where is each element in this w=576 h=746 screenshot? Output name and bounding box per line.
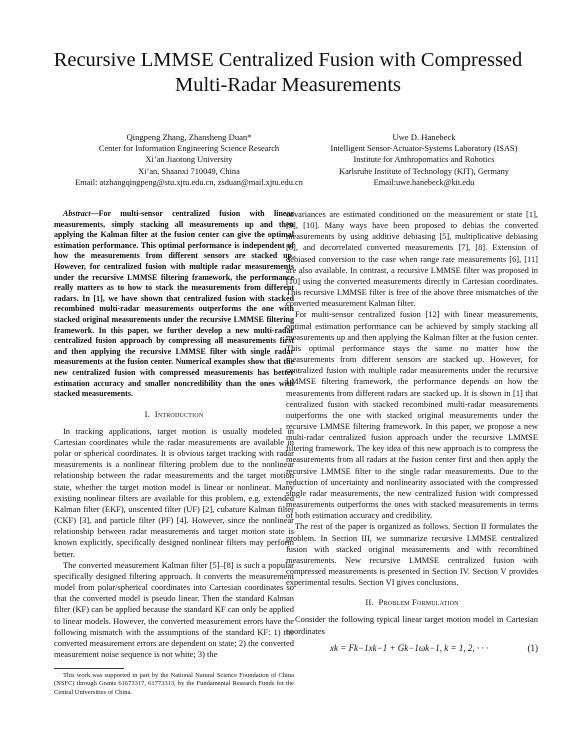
author-affiliation: Intelligent Sensor-Actuator-Systems Laboratory (ISAS) bbox=[330, 144, 518, 154]
author-names: Qingpeng Zhang, Zhansheng Duan* bbox=[126, 132, 252, 142]
abstract-text: —For multi-sensor centralized fusion with linear measurements, simply stacking all measurements up and then applying the Kalman filter at the fusion center can give the optimal estimation performance. This optimal performance is independent of how the measurements from different sensors are stacked up. However, for centralized fusion with multiple radar measurements under the recursive LMMSE filtering framework, the performance really matters as to how to stack the measurements from different radars. In [1], we have shown that centralized fusion with stacked recombined multi-radar measurements outperforms the one with stacked original measurements under the recursive LMMSE filtering framework. In this paper, we further develop a new multi-radar centralized fusion approach by compressing all measurements first and then applying the recursive LMMSE filter with single radar measurements at the fusion center. Numerical examples show that the new centralized fusion with compressed measurements has better estimation accuracy and smaller noncredibility than the ones with stacked measurements. bbox=[54, 209, 294, 399]
author-affiliation: Institute for Anthropomatics and Robotics bbox=[353, 155, 495, 165]
author-block-right bbox=[304, 132, 544, 188]
section-title: Introduction bbox=[154, 408, 204, 419]
footnote: This work was supported in part by the National Natural Science Foundation of China (NSFC) through Grants 61673317, 61773313, by the Fundamental Research Funds for the Central Universities of China. bbox=[54, 672, 294, 696]
paragraph: Consider the following typical linear target motion model in Cartesian coordinates bbox=[286, 614, 538, 636]
paragraph: The converted measurement Kalman filter [5]–[8] is such a popular specifically designed filtering approach. It converts the measurement model from polar/spherical coordinates into Cartesian coordinates so that the converted model is pseudo linear. Then the standard Kalman filter (KF) can be applied because the standard KF can only be applied to linear models. However, the converted measurement errors have the following mismatch with the assumptions of the standard KF: 1) the converted measurement errors are dependent on state; 2) the converted measurement noise sequence is not white; 3) the bbox=[54, 559, 294, 659]
paragraph: covariances are estimated conditioned on the measurement or state [1], [9], [10]. Many ways have been proposed to debias the converted measurements by using additive debiasing [5], multiplicative debiasing [6], and decorrelated converted measurements [7], [8]. Extension of debiased conversion to the case when range rate measurements [6], [11] are also available. In contrast, a recursive LMMSE filter was proposed in [10] using the converted measurements directly in Cartesian coordinates. This recursive LMMSE filter is free of the above three mismatches of the converted measurement Kalman filter. bbox=[286, 209, 538, 309]
paragraph: In tracking applications, target motion is usually modeled in Cartesian coordinates while the radar measurements are available in polar or spherical coordinates. It is obvious target tracking with radar measurements is a nonlinear filtering problem due to the nonlinear relationship between the radar measurements and the target motion state, whether the target motion model is linear or nonlinear. Many existing nonlinear filters are available for this problem, e.g. extended Kalman filter (EKF), unscented filter (UF) [2], cubature Kalman filter (CKF) [3], and particle filter (PF) [4]. However, since the nonlinear relationship between radar measurements and target motion state is known explicitly, specifically designed nonlinear filters may perform better. bbox=[54, 425, 294, 559]
author-email: Email:uwe.hanebeck@kit.edu bbox=[373, 177, 475, 187]
author-block-left bbox=[48, 132, 330, 188]
abstract bbox=[54, 209, 294, 400]
section-heading-introduction bbox=[54, 409, 294, 420]
left-column bbox=[54, 209, 294, 697]
section-number: I. bbox=[144, 408, 151, 419]
abstract-label: Abstract bbox=[63, 209, 91, 218]
author-address: Xi’an, Shaanxi 710049, China bbox=[138, 166, 240, 176]
equation-number: (1) bbox=[527, 642, 538, 653]
author-affiliation: Xi’an Jiaotong University bbox=[145, 155, 233, 165]
paragraph: For multi-sensor centralized fusion [12] with linear measurements, optimal estimation performance can be achieved by simply stacking all measurements up and then applying the Kalman filter at the fusion center. This optimal performance stays the same no matter how the measurements from different sensors are stacked up. However, for centralized fusion with multiple radar measurements under the recursive LMMSE filtering framework, the performance depends on how the measurements from different radars are stacked up. It is shown in [1] that centralized fusion with stacked recombined multi-radar measurements outperforms the one with stacked original measurements under the recursive LMMSE filtering framework. In this paper, we propose a new multi-radar centralized fusion approach under the recursive LMMSE filtering framework. The key idea of this new approach is to compress the measurements from all radars at the fusion center first and then apply the recursive LMMSE filter to the single radar measurements. Due to the reduction of uncertainty and nonlinearity associated with the compressed single radar measurements, the new centralized fusion with compressed measurements outperforms the ones with stacked measurements in terms of both estimation accuracy and credibility. bbox=[286, 309, 538, 521]
right-column bbox=[286, 209, 538, 654]
author-affiliation: Center for Information Engineering Science Research bbox=[98, 144, 280, 154]
author-names: Uwe D. Hanebeck bbox=[392, 132, 456, 142]
section-number: II. bbox=[365, 597, 374, 608]
section-title: Problem Formulation bbox=[378, 597, 459, 608]
paragraph: The rest of the paper is organized as follows. Section II formulates the problem. In Section III, we summarize recursive LMMSE centralized fusion with stacked original measurements and with recombined measurements. New recursive LMMSE centralized fusion with compressed measurements is presented in Section IV. Section V provides experimental results. Section VI gives conclusions. bbox=[286, 521, 538, 588]
equation-body: xk = Fk−1xk−1 + Gk−1ωk−1, k = 1, 2, · · · bbox=[330, 642, 489, 653]
author-address: Karlsruhe Institute of Technology (KIT), Germany bbox=[339, 166, 509, 176]
equation-1 bbox=[286, 643, 538, 654]
author-email: Email: atzhangqingpeng@stu.xjtu.edu.cn, zsduan@mail.xjtu.edu.cn bbox=[75, 177, 303, 187]
footnote-rule bbox=[54, 668, 124, 669]
paper-title: Recursive LMMSE Centralized Fusion with Compressed Multi-Radar Measurements bbox=[53, 49, 523, 96]
section-heading-problem-formulation bbox=[286, 597, 538, 608]
